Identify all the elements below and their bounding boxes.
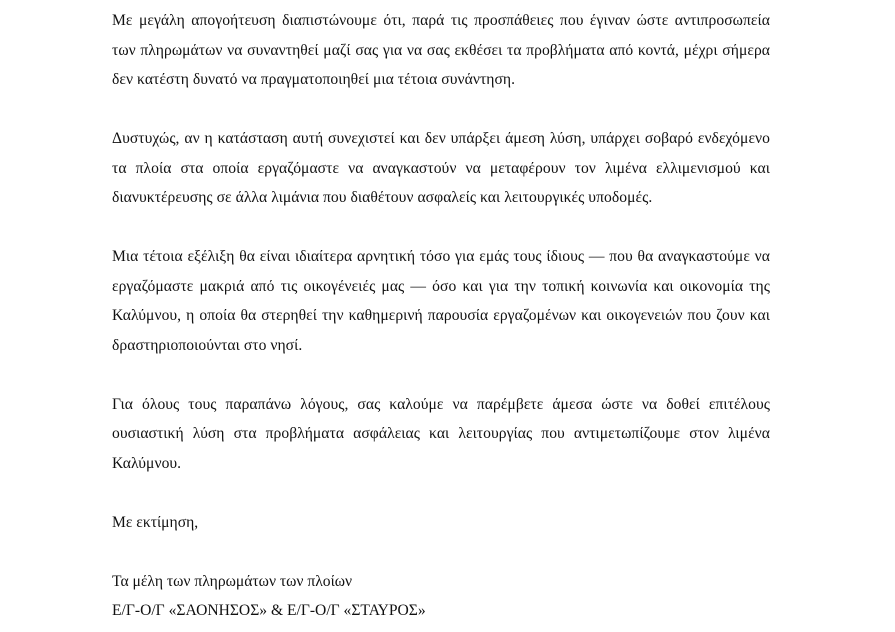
paragraph-meeting-disappointment: Με μεγάλη απογοήτευση διαπιστώνουμε ότι, παρά τις προσπάθειες που έγιναν ώστε αντιπροσωπεία των πληρωμάτων να συναντηθεί μαζί σας για να σας εκθέσει τα προβλήματα από κοντά, μέχρι σήμερα δεν κατέστη δυνατό να πραγματοποιηθεί μια τέτοια συνάντηση. xyxy=(112,12,770,88)
paragraph-spacer xyxy=(112,213,770,243)
letter-body xyxy=(112,6,770,626)
paragraph-negative-impact: Μια τέτοια εξέλιξη θα είναι ιδιαίτερα αρνητική τόσο για εμάς τους ίδιους — που θα αναγκαστούμε να εργαζόμαστε μακριά από τις οικογένειές μας — όσο και για την τοπική κοινωνία και οικονομία της Καλύμνου, η οποία θα στερηθεί την καθημερινή παρουσία εργαζομένων και οικογενειών που ζουν και δραστηριοποιούνται στο νησί. xyxy=(112,248,770,354)
paragraph-spacer xyxy=(112,537,770,567)
paragraph-spacer xyxy=(112,360,770,390)
signature-crew-members: Τα μέλη των πληρωμάτων των πλοίων xyxy=(112,572,353,590)
paragraph-relocation-risk: Δυστυχώς, αν η κατάσταση αυτή συνεχιστεί και δεν υπάρξει άμεση λύση, υπάρχει σοβαρό ενδεχόμενο τα πλοία στα οποία εργαζόμαστε να αναγκαστούν να μεταφέρουν τον λιμένα ελλιμενισμού και διανυκτέρευσης σε άλλα λιμάνια που διαθέτουν ασφαλείς και λειτουργικές υποδομές. xyxy=(112,130,770,206)
paragraph-spacer xyxy=(112,95,770,125)
closing-salutation: Με εκτίμηση, xyxy=(112,513,199,531)
paragraph-call-to-action: Για όλους τους παραπάνω λόγους, σας καλούμε να παρέμβετε άμεσα ώστε να δοθεί επιτέλους ουσιαστική λύση στα προβλήματα ασφάλειας και λειτουργίας που αντιμετωπίζουμε στον λιμένα Καλύμνου. xyxy=(112,395,770,472)
paragraph-spacer xyxy=(112,478,770,508)
signature-vessel-names: Ε/Γ-Ο/Γ «ΣΑΟΝΗΣΟΣ» & Ε/Γ-Ο/Γ «ΣΤΑΥΡΟΣ» xyxy=(112,602,426,619)
